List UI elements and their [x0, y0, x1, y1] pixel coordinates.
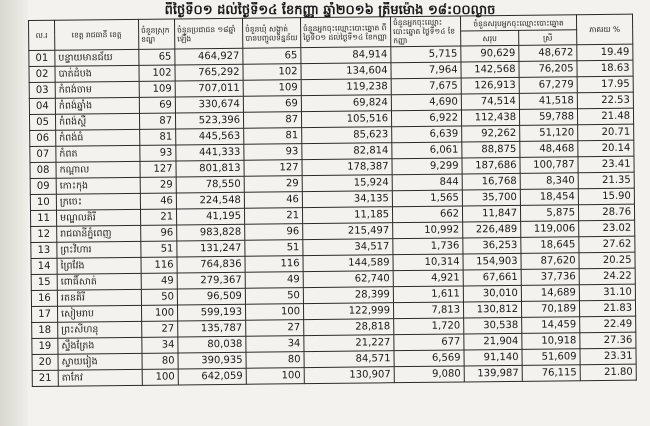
- row-number: 13: [31, 242, 57, 258]
- district-count: 93: [140, 145, 176, 161]
- province-name: ក្រចេះ: [56, 193, 140, 210]
- total-registered: 91,140: [464, 349, 522, 366]
- registered-day: 5,715: [391, 46, 461, 63]
- province-name: ព្រះសីហនុ: [58, 321, 142, 338]
- registered-period: 134,604: [301, 63, 391, 80]
- registered-day: 1,565: [392, 190, 462, 207]
- commune-count: 109: [243, 80, 301, 97]
- commune-count: 51: [245, 240, 303, 257]
- population: 599,193: [177, 304, 245, 321]
- total-registered: 74,514: [461, 93, 519, 110]
- row-number: 08: [30, 162, 56, 178]
- registered-period: 21,227: [304, 335, 394, 352]
- row-number: 01: [29, 50, 55, 66]
- female-registered: 87,620: [521, 253, 579, 270]
- registered-period: 85,623: [302, 127, 392, 144]
- district-count: 81: [140, 129, 176, 145]
- registered-day: 6,922: [391, 110, 461, 127]
- female-registered: 59,788: [519, 109, 577, 126]
- province-name: បន្ទាយមានជ័យ: [55, 49, 139, 66]
- female-registered: 14,459: [522, 317, 580, 334]
- female-registered: 14,689: [521, 285, 579, 302]
- female-registered: 5,875: [520, 205, 578, 222]
- total-registered: 142,568: [461, 61, 519, 78]
- commune-count: 49: [245, 272, 303, 289]
- header-total-all: សរុប: [461, 30, 519, 46]
- percent: 31.10: [579, 284, 635, 301]
- district-count: 109: [139, 81, 175, 97]
- percent: 21.80: [580, 364, 636, 381]
- total-registered: 154,903: [463, 253, 521, 270]
- registered-day: 6,639: [392, 126, 462, 143]
- commune-count: 29: [244, 176, 302, 193]
- female-registered: 48,468: [520, 141, 578, 158]
- header-registered-day: ចំនួនអ្នកចុះឈ្មោះបោះឆ្នោត ថ្ងៃទី១៤ ខែកញ្ញា: [390, 16, 460, 47]
- registered-day: 1,611: [393, 286, 463, 303]
- commune-count: 127: [244, 160, 302, 177]
- row-number: 03: [29, 82, 55, 98]
- total-registered: 35,700: [462, 189, 520, 206]
- district-count: 102: [139, 65, 175, 81]
- province-name: ស្ទឹងត្រែង: [58, 337, 142, 354]
- female-registered: 67,279: [519, 77, 577, 94]
- page-edge: [0, 0, 28, 426]
- row-number: 12: [31, 226, 57, 242]
- total-registered: 67,661: [463, 269, 521, 286]
- registered-period: 144,589: [303, 255, 393, 272]
- province-name: ព្រះវិហារ: [57, 241, 141, 258]
- total-registered: 36,253: [463, 237, 521, 254]
- province-name: បាត់ដំបង: [55, 65, 139, 82]
- total-registered: 226,489: [463, 221, 521, 238]
- commune-count: 93: [244, 144, 302, 161]
- female-registered: 18,645: [521, 237, 579, 254]
- registered-day: 7,813: [393, 302, 463, 319]
- female-registered: 10,918: [522, 333, 580, 350]
- province-name: ពោធិ៍សាត់: [57, 273, 141, 290]
- percent: 17.95: [577, 76, 633, 93]
- percent: 28.76: [578, 204, 634, 221]
- province-name: សៀមរាប: [57, 305, 141, 322]
- population: 390,935: [178, 352, 246, 369]
- registered-period: 215,497: [303, 223, 393, 240]
- row-number: 02: [29, 66, 55, 82]
- registered-day: 10,314: [393, 254, 463, 271]
- row-number: 09: [30, 178, 56, 194]
- population: 135,787: [178, 320, 246, 337]
- percent: 20.25: [579, 252, 635, 269]
- district-count: 80: [142, 353, 178, 369]
- row-number: 17: [32, 306, 58, 322]
- registered-day: 7,964: [391, 62, 461, 79]
- district-count: 96: [141, 225, 177, 241]
- commune-count: 50: [245, 288, 303, 305]
- district-count: 69: [139, 97, 175, 113]
- female-registered: 119,006: [521, 221, 579, 238]
- percent: 27.62: [579, 236, 635, 253]
- province-name: កំពត: [56, 145, 140, 162]
- province-name: មណ្ឌលគិរី: [56, 209, 140, 226]
- province-name: កំពង់ចាម: [55, 81, 139, 98]
- population: 80,038: [178, 336, 246, 353]
- commune-count: 116: [245, 256, 303, 273]
- province-name: ព្រៃវែង: [57, 257, 141, 274]
- population: 523,396: [175, 112, 243, 129]
- district-count: 34: [142, 337, 178, 353]
- percent: 21.48: [577, 108, 633, 125]
- registered-day: 677: [394, 334, 464, 351]
- total-registered: 30,010: [463, 285, 521, 302]
- province-name: កោះកុង: [56, 177, 140, 194]
- commune-count: 81: [244, 128, 302, 145]
- female-registered: 8,340: [520, 173, 578, 190]
- registered-period: 11,185: [302, 207, 392, 224]
- province-name: កំពង់ស្ពឺ: [55, 113, 139, 130]
- population: 801,813: [176, 160, 244, 177]
- female-registered: 51,609: [522, 349, 580, 366]
- registered-period: 69,824: [301, 95, 391, 112]
- female-registered: 37,736: [521, 269, 579, 286]
- population: 464,927: [175, 48, 243, 65]
- registered-day: 4,921: [393, 270, 463, 287]
- district-count: 127: [140, 161, 176, 177]
- percent: 15.90: [578, 188, 634, 205]
- total-registered: 126,913: [461, 77, 519, 94]
- female-registered: 18,454: [520, 189, 578, 206]
- percent: 23.02: [579, 220, 635, 237]
- total-registered: 30,538: [464, 317, 522, 334]
- registered-day: 662: [392, 206, 462, 223]
- population: 96,509: [177, 288, 245, 305]
- header-province: ខេត្ត រាជធានី ខេត្ត: [55, 19, 139, 50]
- percent: 24.22: [579, 268, 635, 285]
- female-registered: 48,672: [519, 45, 577, 62]
- row-number: 16: [31, 290, 57, 306]
- row-number: 20: [32, 354, 58, 370]
- population: 983,828: [177, 224, 245, 241]
- population: 445,563: [176, 128, 244, 145]
- registered-day: 4,690: [391, 94, 461, 111]
- total-registered: 112,438: [461, 109, 519, 126]
- total-registered: 16,768: [462, 173, 520, 190]
- registered-period: 34,517: [303, 239, 393, 256]
- registered-period: 84,914: [301, 47, 391, 64]
- total-registered: 21,904: [464, 333, 522, 350]
- total-registered: 187,686: [462, 157, 520, 174]
- district-count: 51: [141, 241, 177, 257]
- header-percent: ភាគរយ %: [576, 14, 632, 45]
- registered-period: 82,814: [302, 143, 392, 160]
- percent: 20.14: [578, 140, 634, 157]
- population: 279,367: [177, 272, 245, 289]
- total-registered: 92,262: [462, 125, 520, 142]
- district-count: 65: [139, 49, 175, 65]
- district-count: 46: [140, 193, 176, 209]
- row-number: 04: [29, 98, 55, 114]
- province-name: តាកែវ: [58, 369, 142, 386]
- district-count: 50: [141, 289, 177, 305]
- registered-day: 9,299: [392, 158, 462, 175]
- registered-day: 9,080: [394, 366, 464, 383]
- percent: 22.53: [577, 92, 633, 109]
- commune-count: 34: [246, 336, 304, 353]
- header-districts: ចំនួនស្រុក ខណ្ឌ: [138, 19, 174, 49]
- row-number: 10: [30, 194, 56, 210]
- commune-count: 87: [243, 112, 301, 129]
- registered-period: 28,818: [304, 319, 394, 336]
- population: 224,548: [176, 192, 244, 209]
- population: 131,247: [177, 240, 245, 257]
- commune-count: 27: [246, 320, 304, 337]
- header-population: ចំនួនប្រជាជន ១៨ឆ្នាំឡើង: [174, 18, 242, 49]
- female-registered: 70,189: [521, 301, 579, 318]
- registered-period: 28,399: [303, 287, 393, 304]
- district-count: 21: [140, 209, 176, 225]
- row-number: 18: [32, 322, 58, 338]
- total-registered: 88,875: [462, 141, 520, 158]
- female-registered: 100,787: [520, 157, 578, 174]
- province-name: ស្វាយរៀង: [58, 353, 142, 370]
- district-count: 116: [141, 257, 177, 273]
- registration-table: [28, 14, 637, 387]
- registered-day: 7,675: [391, 78, 461, 95]
- female-registered: 76,115: [522, 365, 580, 382]
- percent: 18.63: [577, 60, 633, 77]
- registered-period: 178,387: [302, 159, 392, 176]
- province-name: រតនគិរី: [57, 289, 141, 306]
- district-count: 29: [140, 177, 176, 193]
- row-number: 19: [32, 338, 58, 354]
- province-name: កំពង់ធំ: [56, 129, 140, 146]
- population: 642,059: [178, 368, 246, 385]
- registered-period: 62,740: [303, 271, 393, 288]
- percent: 22.49: [580, 316, 636, 333]
- row-number: 06: [30, 130, 56, 146]
- registered-period: 34,135: [302, 191, 392, 208]
- registered-day: 6,061: [392, 142, 462, 159]
- registered-day: 844: [392, 174, 462, 191]
- percent: 20.71: [578, 124, 634, 141]
- district-count: 87: [139, 113, 175, 129]
- province-name: រាជធានីភ្នំពេញ: [57, 225, 141, 242]
- province-name: កំពង់ឆ្នាំង: [55, 97, 139, 114]
- registered-period: 105,516: [301, 111, 391, 128]
- commune-count: 100: [245, 304, 303, 321]
- registered-period: 130,907: [304, 367, 394, 384]
- header-total: ចំនួនសរុបអ្នកចុះឈ្មោះបោះឆ្នោត: [460, 15, 576, 31]
- row-number: 14: [31, 258, 57, 274]
- population: 330,674: [175, 96, 243, 113]
- table-body: [29, 44, 636, 386]
- district-count: 49: [141, 273, 177, 289]
- header-total-female: ស្រី: [519, 30, 577, 46]
- registered-day: 6,569: [394, 350, 464, 367]
- total-registered: 139,987: [464, 365, 522, 382]
- registered-period: 84,571: [304, 351, 394, 368]
- female-registered: 76,205: [519, 61, 577, 78]
- commune-count: 100: [246, 368, 304, 385]
- registered-period: 122,999: [303, 303, 393, 320]
- commune-count: 69: [243, 96, 301, 113]
- commune-count: 96: [245, 224, 303, 241]
- commune-count: 65: [243, 48, 301, 65]
- population: 41,195: [176, 208, 244, 225]
- row-number: 15: [31, 274, 57, 290]
- row-number: 21: [32, 370, 58, 386]
- registered-day: 1,736: [393, 238, 463, 255]
- commune-count: 80: [246, 352, 304, 369]
- female-registered: 41,518: [519, 93, 577, 110]
- total-registered: 11,847: [462, 205, 520, 222]
- row-number: 11: [30, 210, 56, 226]
- population: 765,292: [175, 64, 243, 81]
- header-communes: ចំនួនឃុំ សង្កាត់ បានបញ្ចូលទិន្នន័យ: [242, 18, 300, 49]
- document-title: ពីថ្ងៃទី០១ ដល់ថ្ងៃទី១៤ ខែកញ្ញា ឆ្នាំ២០១៦ ត្រឹមម៉ោង ១៨:០០ល្ងាច: [164, 3, 496, 18]
- percent: 23.41: [578, 156, 634, 173]
- commune-count: 46: [244, 192, 302, 209]
- total-registered: 130,812: [463, 301, 521, 318]
- district-count: 27: [142, 321, 178, 337]
- header-registered-period: ចំនួនអ្នកចុះឈ្មោះបោះឆ្នោត ពីថ្ងៃទី០១ ដល់ថ្ងៃទី១៤ ខែកញ្ញា: [300, 17, 390, 48]
- header-no: ល.រ: [29, 20, 55, 50]
- female-registered: 51,120: [520, 125, 578, 142]
- registered-period: 119,238: [301, 79, 391, 96]
- percent: 21.83: [579, 300, 635, 317]
- percent: 21.35: [578, 172, 634, 189]
- percent: 27.36: [580, 332, 636, 349]
- registered-day: 10,992: [393, 222, 463, 239]
- percent: 19.49: [577, 44, 633, 61]
- registered-day: 1,720: [394, 318, 464, 335]
- population: 764,836: [177, 256, 245, 273]
- population: 441,333: [176, 144, 244, 161]
- population: 78,550: [176, 176, 244, 193]
- row-number: 07: [30, 146, 56, 162]
- population: 707,011: [175, 80, 243, 97]
- total-registered: 90,629: [461, 45, 519, 62]
- district-count: 100: [142, 369, 178, 385]
- row-number: 05: [29, 114, 55, 130]
- registered-period: 15,924: [302, 175, 392, 192]
- district-count: 100: [141, 305, 177, 321]
- percent: 23.31: [580, 348, 636, 365]
- commune-count: 102: [243, 64, 301, 81]
- commune-count: 21: [244, 208, 302, 225]
- province-name: កណ្តាល: [56, 161, 140, 178]
